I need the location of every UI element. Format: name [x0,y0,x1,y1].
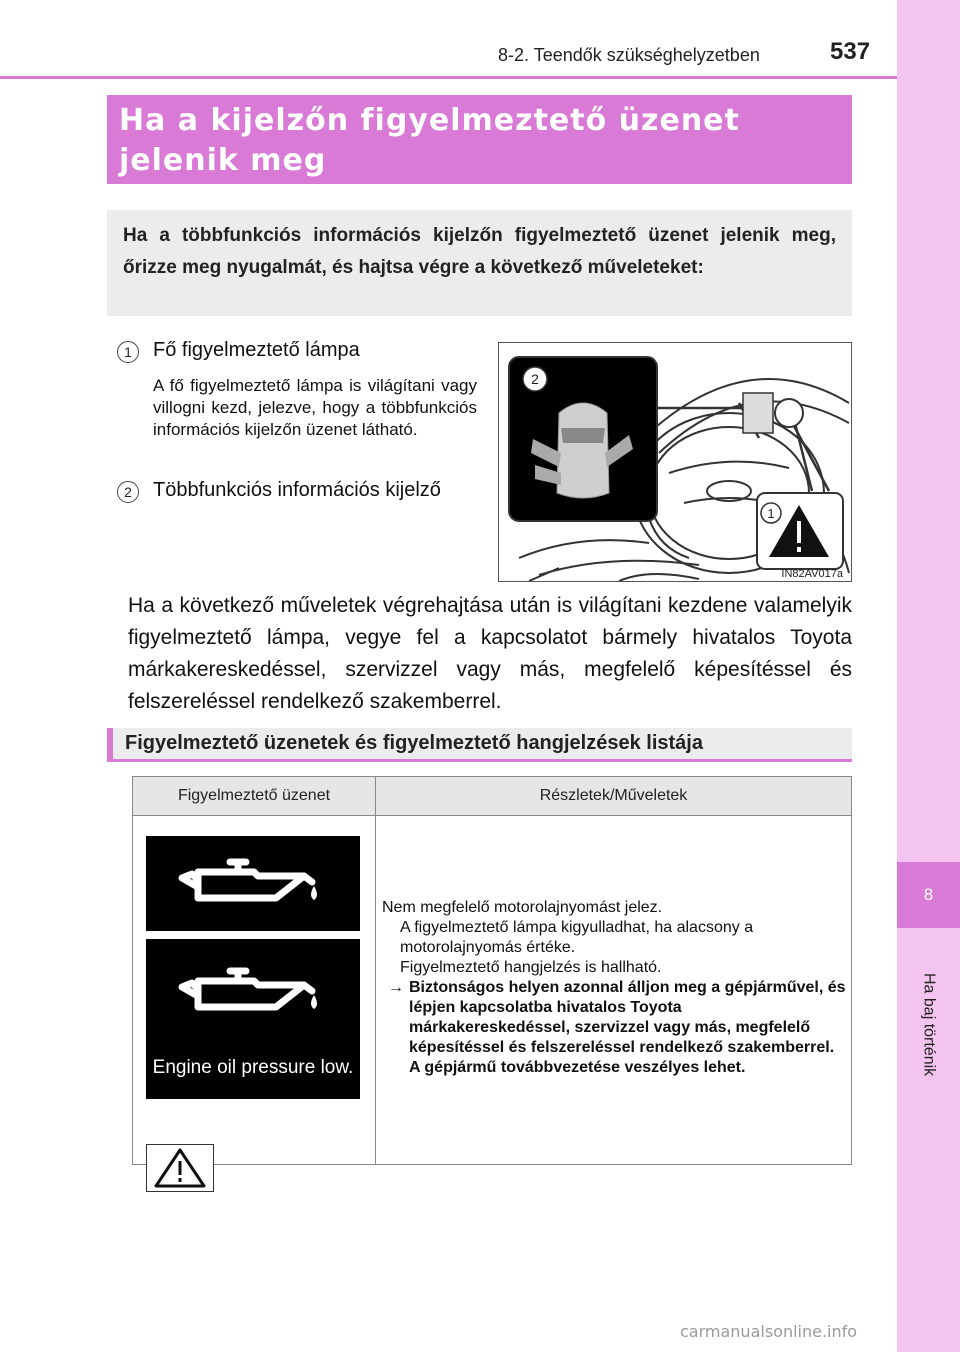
side-tab-strip [897,0,960,1352]
oil-can-icon [146,836,360,931]
item-number-badge: 1 [117,341,139,363]
warning-text: A gépjármű továbbvezetése veszélyes lehet. [409,1059,746,1076]
item-number-badge: 2 [117,481,139,503]
section-title: Ha a kijelzőn figyelmeztető üzenet jelenik meg [119,103,740,178]
display-message-panel [146,939,360,1099]
display-message-text: Engine oil pressure low. [152,1057,354,1078]
warning-triangle-box [146,1144,214,1192]
action-text: Biztonságos helyen azonnal álljon meg a gépjárművel, és lépjen kapcsolatba hivatalos Toyota márkakereskedéssel, szervizzel vagy más, megfelelő képesítéssel és felszereléssel rendelkező szakemberrel. [409,979,846,1056]
detail-line: Nem megfelelő motorolajnyomást jelez. [382,899,663,916]
callout-number: 2 [531,371,539,387]
callout-number: 1 [767,506,775,521]
column-header-message: Figyelmeztető üzenet [133,777,376,816]
subheading-text: Figyelmeztető üzenetek és figyelmeztető hangjelzések listája [125,732,703,754]
detail-line: Figyelmeztető hangjelzés is hallható. [400,959,662,976]
oil-pressure-warning-panel [146,836,360,931]
detail-line: A figyelmeztető lámpa kigyulladhat, ha alacsony a motorolajnyomás értéke. [400,919,754,956]
warning-triangle-icon [147,1145,213,1191]
intro-box [107,210,852,316]
warning-messages-table [132,776,852,1165]
chapter-title-tab[interactable] [897,940,960,1110]
oil-can-icon [146,939,360,1049]
message-cell [133,816,376,1165]
item-title: Fő figyelmeztető lámpa [153,339,360,361]
header-rule [0,76,897,79]
section-title-banner [107,95,852,184]
action-line [382,978,846,1078]
column-header-details: Részletek/Műveletek [376,777,852,816]
footer-watermark: carmanualsonline.info [680,1322,858,1341]
body-paragraph: Ha a következő műveletek végrehajtása után is világítani kezdene valamelyik figyelmeztető lámpa, vegye fel a kapcsolatot bármely hivatalos Toyota márkakereskedéssel, szervizzel vagy más, megfelelő képesítéssel és felszereléssel rendelkező szakemberrel. [128,594,852,713]
chapter-title: Ha baj történik [920,973,938,1077]
item-title: Többfunkciós információs kijelző [153,479,441,501]
table-row [133,816,852,1165]
details-cell [376,816,852,1165]
illustration-code: IN82AV017a [781,568,843,580]
chapter-number: 8 [923,885,934,904]
chapter-number-tab[interactable] [897,862,960,928]
details-text [382,898,846,1078]
item-description: A fő figyelmeztető lámpa is világítani vagy villogni kezd, jelezve, hogy a többfunkciós információs kijelzőn üzenet látható. [153,376,477,439]
subheading-bar [107,728,852,762]
running-head: 8-2. Teendők szükséghelyzetben [498,45,760,65]
dashboard-illustration [498,342,852,582]
arrow-right-icon: → [388,979,404,996]
intro-text: Ha a többfunkciós információs kijelzőn figyelmeztető üzenet jelenik meg, őrizze meg nyugalmát, és hajtsa végre a következő műveleteket: [123,225,836,278]
page-number: 537 [830,38,871,65]
dashboard-drawing [499,343,851,581]
